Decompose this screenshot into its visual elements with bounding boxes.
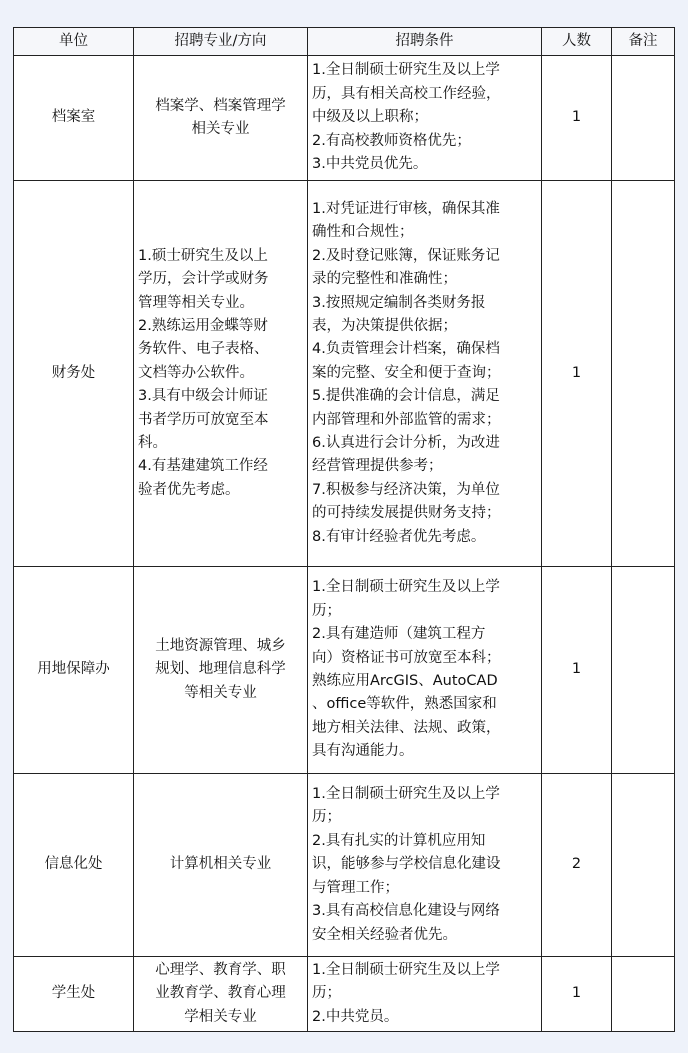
condition-line: 确性和合规性；	[312, 224, 414, 241]
major-line: 验者优先考虑。	[138, 481, 240, 498]
major-line: 2.熟练运用金蝶等财	[138, 317, 268, 334]
major-line: 务软件、电子表格、	[138, 341, 269, 358]
table-body	[14, 56, 675, 1032]
condition-line: 中级及以上职称；	[312, 109, 428, 126]
condition-line: 与管理工作；	[312, 879, 399, 896]
count-cell: 1	[542, 567, 612, 774]
note-cell	[612, 957, 675, 1032]
major-cell	[134, 774, 308, 957]
major-line: 3.具有中级会计师证	[138, 388, 268, 405]
unit-cell: 用地保障办	[14, 567, 134, 774]
major-line: 档案学、档案管理学	[155, 97, 286, 114]
condition-line: 经营管理提供参考；	[312, 458, 443, 475]
header-note: 备注	[612, 28, 675, 56]
condition-line: 3.中共党员优先。	[312, 156, 428, 173]
condition-line: 5.提供准确的会计信息，满足	[312, 388, 500, 405]
conditions-cell	[308, 567, 542, 774]
recruitment-table	[13, 27, 675, 1032]
condition-line: 具有沟通能力。	[312, 743, 414, 760]
unit-cell: 信息化处	[14, 774, 134, 957]
condition-line: 2.具有扎实的计算机应用知	[312, 832, 486, 849]
condition-line: 历；	[312, 602, 341, 619]
major-line: 书者学历可放宽至本	[138, 411, 269, 428]
major-line: 相关专业	[191, 121, 250, 137]
condition-line: 安全相关经验者优先。	[312, 926, 457, 943]
condition-line: 2.中共党员。	[312, 1008, 399, 1025]
conditions-cell	[308, 181, 542, 567]
condition-line: 案的完整、安全和便于查询；	[312, 364, 501, 381]
condition-line: 录的完整性和准确性；	[312, 271, 457, 288]
header-major: 招聘专业/方向	[134, 28, 308, 56]
table-row	[14, 567, 675, 774]
unit-cell: 学生处	[14, 957, 134, 1032]
major-line: 业教育学、教育心理	[155, 985, 286, 1002]
major-line: 科。	[138, 435, 167, 452]
header-unit: 单位	[14, 28, 134, 56]
unit-cell: 财务处	[14, 181, 134, 567]
condition-line: 历，具有相关高校工作经验，	[312, 85, 501, 102]
condition-line: 3.具有高校信息化建设与网络	[312, 903, 500, 920]
major-cell	[134, 181, 308, 567]
table-row	[14, 56, 675, 181]
count-cell: 1	[542, 56, 612, 181]
major-line: 土地资源管理、城乡	[155, 637, 286, 654]
condition-line: 识，能够参与学校信息化建设	[312, 856, 501, 873]
table-row	[14, 957, 675, 1032]
condition-line: 4.负责管理会计档案，确保档	[312, 341, 500, 358]
condition-line: 2.具有建造师（建筑工程方	[312, 626, 486, 643]
condition-line: 1.全日制硕士研究生及以上学	[312, 62, 500, 79]
note-cell	[612, 774, 675, 957]
condition-line: 地方相关法律、法规、政策，	[312, 719, 501, 736]
conditions-cell	[308, 774, 542, 957]
condition-line: 1.对凭证进行审核，确保其准	[312, 200, 500, 217]
unit-cell: 档案室	[14, 56, 134, 181]
count-cell: 1	[542, 181, 612, 567]
condition-line: 7.积极参与经济决策，为单位	[312, 481, 500, 498]
condition-line: 的可持续发展提供财务支持；	[312, 505, 501, 522]
major-line: 心理学、教育学、职	[155, 961, 286, 978]
condition-line: 表，为决策提供依据；	[312, 317, 457, 334]
condition-line: 1.全日制硕士研究生及以上学	[312, 786, 500, 803]
condition-line: 、office等软件，熟悉国家和	[312, 696, 497, 713]
condition-line: 历；	[312, 985, 341, 1002]
table-row	[14, 774, 675, 957]
condition-line: 8.有审计经验者优先考虑。	[312, 528, 486, 545]
major-line: 等相关专业	[184, 684, 257, 701]
condition-line: 1.全日制硕士研究生及以上学	[312, 961, 500, 978]
conditions-cell	[308, 56, 542, 181]
condition-line: 向）资格证书可放宽至本科；	[312, 649, 501, 666]
major-cell	[134, 957, 308, 1032]
condition-line: 2.及时登记账簿，保证账务记	[312, 247, 500, 264]
condition-line: 内部管理和外部监管的需求；	[312, 411, 501, 428]
table-row	[14, 181, 675, 567]
condition-line: 2.有高校教师资格优先；	[312, 132, 471, 149]
condition-line: 熟练应用ArcGIS、AutoCAD	[312, 673, 498, 689]
count-cell: 2	[542, 774, 612, 957]
condition-line: 3.按照规定编制各类财务报	[312, 294, 486, 311]
conditions-cell	[308, 957, 542, 1032]
major-line: 学历，会计学或财务	[138, 271, 269, 288]
major-line: 计算机相关专业	[169, 856, 272, 873]
header-row	[14, 28, 675, 56]
header-count: 人数	[542, 28, 612, 56]
major-cell	[134, 567, 308, 774]
major-line: 4.有基建建筑工作经	[138, 458, 268, 475]
major-line: 管理等相关专业。	[138, 294, 254, 311]
major-cell	[134, 56, 308, 181]
major-line: 学相关专业	[184, 1008, 257, 1025]
major-line: 文档等办公软件。	[138, 364, 254, 381]
note-cell	[612, 181, 675, 567]
major-line: 1.硕士研究生及以上	[138, 247, 268, 264]
major-line: 规划、地理信息科学	[155, 661, 286, 678]
note-cell	[612, 567, 675, 774]
count-cell: 1	[542, 957, 612, 1032]
condition-line: 1.全日制硕士研究生及以上学	[312, 579, 500, 596]
header-conditions: 招聘条件	[308, 28, 542, 56]
condition-line: 6.认真进行会计分析，为改进	[312, 435, 500, 452]
note-cell	[612, 56, 675, 181]
condition-line: 历；	[312, 809, 341, 826]
